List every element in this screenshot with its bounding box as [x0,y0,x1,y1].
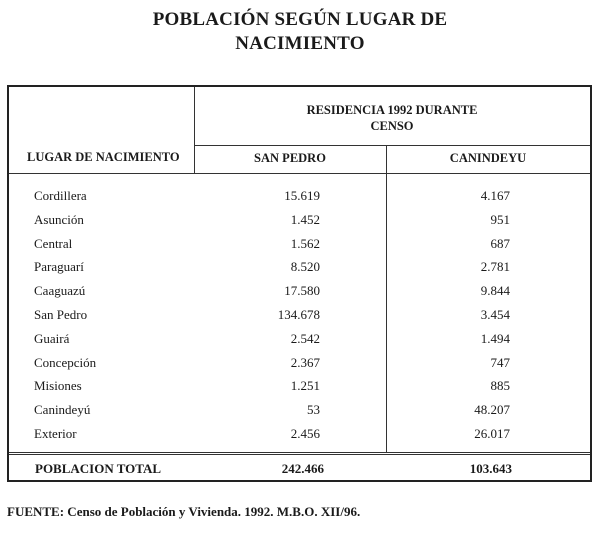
table-row [9,425,590,449]
cell-san-pedro: 2.367 [290,354,320,370]
column-header-canindeyu: CANINDEYU [449,151,527,165]
total-row [9,459,590,479]
divider-group-header [194,145,590,146]
group-header-line-2: CENSO [370,119,414,133]
cell-lugar: Caaguazú [34,283,86,299]
cell-lugar: Cordillera [34,188,87,203]
table-row [9,282,590,306]
cell-san-pedro: 17.580 [284,283,320,299]
population-table [7,85,592,482]
cell-lugar: Paraguarí [34,259,84,275]
cell-san-pedro: 1.562 [290,235,320,251]
cell-canindeyu: 26.017 [474,425,510,441]
cell-lugar: Guairá [34,330,70,346]
cell-canindeyu: 48.207 [474,402,510,418]
cell-lugar: Central [34,235,73,251]
total-label: POBLACION TOTAL [35,461,162,476]
cell-canindeyu: 4.167 [480,188,510,203]
cell-lugar: Canindeyú [34,402,91,418]
cell-canindeyu: 747 [490,354,510,370]
cell-canindeyu: 1.494 [480,330,510,346]
group-header-line-1: RESIDENCIA 1992 DURANTE [306,103,478,117]
cell-lugar: Misiones [34,378,82,394]
cell-san-pedro: 2.456 [290,425,320,441]
cell-lugar: Concepción [34,354,97,370]
table-row [9,330,590,354]
table-row [9,235,590,259]
page-title [0,8,600,56]
cell-lugar: Exterior [34,425,77,441]
cell-canindeyu: 9.844 [480,283,510,299]
title-line-1: POBLACIÓN SEGÚN LUGAR DE [152,9,448,30]
cell-san-pedro: 1.251 [290,378,320,394]
cell-san-pedro: 53 [307,402,320,418]
divider-header [9,173,590,174]
table-row [9,211,590,235]
group-header [194,102,590,134]
cell-san-pedro: 1.452 [290,211,320,227]
divider-total-bottom [9,454,590,455]
title-line-2: NACIMIENTO [235,33,365,54]
cell-canindeyu: 951 [490,211,510,227]
table-row [9,187,590,211]
table-row [9,377,590,401]
total-san-pedro: 242.466 [281,461,324,476]
cell-san-pedro: 134.678 [277,306,320,322]
cell-canindeyu: 2.781 [480,259,510,275]
divider-total-top [9,452,590,453]
source-note: FUENTE: Censo de Población y Vivienda. 1992. M.B.O. XII/96. [7,504,361,519]
cell-san-pedro: 8.520 [290,259,320,275]
column-header-lugar: LUGAR DE NACIMIENTO [27,150,180,164]
table-row [9,306,590,330]
cell-canindeyu: 885 [490,378,510,394]
cell-san-pedro: 2.542 [290,330,320,346]
table-row [9,401,590,425]
cell-lugar: Asunción [34,211,84,227]
cell-san-pedro: 15.619 [284,188,320,203]
table-row [9,354,590,378]
cell-lugar: San Pedro [34,306,88,322]
table-row [9,258,590,282]
column-header-san-pedro: SAN PEDRO [254,151,326,165]
table-body [9,187,590,449]
total-canindeyu: 103.643 [469,461,512,476]
cell-canindeyu: 3.454 [480,306,510,322]
cell-canindeyu: 687 [490,235,510,251]
